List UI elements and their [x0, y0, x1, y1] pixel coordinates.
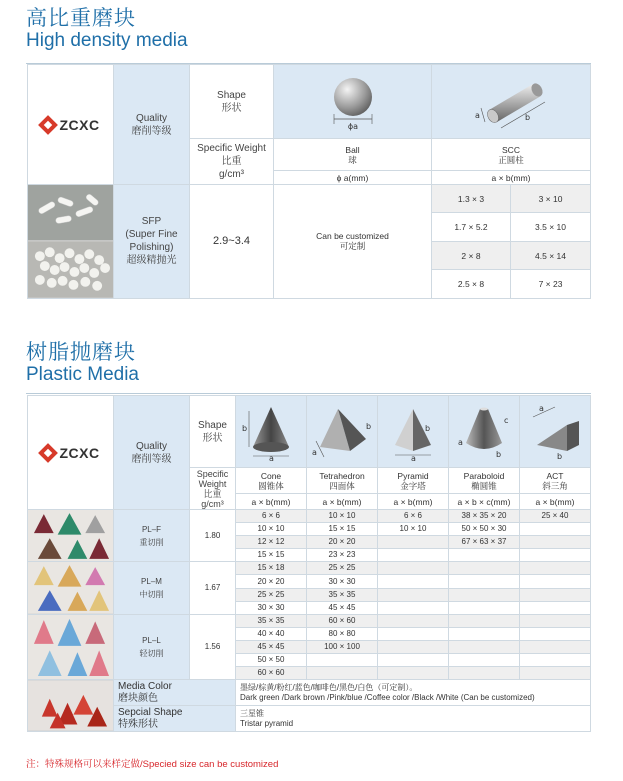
size-cell: 15 × 15: [307, 523, 378, 536]
size-cell: 20 × 20: [307, 536, 378, 549]
section2-title-cn: 树脂抛磨块: [26, 341, 136, 364]
grade-sfp: SFP (Super Fine Polishing) 超级精抛光: [114, 185, 190, 299]
ball-icon: [318, 70, 388, 132]
size-cell: [378, 627, 449, 640]
logo-cell: [28, 396, 114, 510]
size-rows: [28, 510, 591, 680]
diamond-logo-icon: [39, 115, 59, 135]
section2-title: [26, 342, 139, 386]
svg-text:a: a: [269, 453, 274, 461]
size-cell: 45 × 45: [307, 601, 378, 614]
section2-title-en: Plastic Media: [26, 364, 139, 385]
size-cell: [520, 614, 591, 627]
size-cell: 15 × 18: [236, 562, 307, 575]
scc-name: SCC 正圆柱: [432, 139, 591, 171]
paraboloid-shape-image: [449, 396, 520, 468]
weight-sfp: 2.9~3.4: [190, 185, 274, 299]
size-cell: 12 × 12: [236, 536, 307, 549]
size-cell: [449, 640, 520, 653]
size-cell: [378, 666, 449, 679]
shape-dim: a × b(mm): [378, 494, 449, 510]
specific-weight-label: Specific Weight 比重 g/cm³: [190, 139, 274, 185]
size-cell: 67 × 63 × 37: [449, 536, 520, 549]
size-cell: [449, 562, 520, 575]
size-cell: [449, 601, 520, 614]
size-cell: [520, 562, 591, 575]
cone-media-photo: [28, 562, 113, 613]
size-cell: [378, 640, 449, 653]
section1-title-cn: 高比重磨块: [26, 7, 136, 30]
size-cell: 10 × 10: [236, 523, 307, 536]
svg-text:a: a: [539, 403, 544, 413]
footnote: 注：特殊规格可以来样定做/Specied size can be customized: [26, 759, 279, 770]
size-cell: [449, 653, 520, 666]
shape-name-cone: Cone 圆锥体: [236, 468, 307, 494]
size-cell: 80 × 80: [307, 627, 378, 640]
size-cell: [449, 627, 520, 640]
svg-text:b: b: [242, 423, 248, 433]
size-cell: 23 × 23: [307, 549, 378, 562]
ball-dim: ϕ a(mm): [274, 171, 432, 185]
media-color-value: 墨绿/棕黄/粉红/蓝色/咖啡色/黑色/白色（可定制）。 Dark green /Dark brown /Pink/blue /Coffee color /Black /White (Can be customized): [236, 680, 591, 706]
pyramid-shape-image: [378, 396, 449, 468]
red-pyramid-photo: [28, 681, 113, 730]
size-cell: [520, 588, 591, 601]
shape-dim: a × b(mm): [520, 494, 591, 510]
plastic-media-photo: [28, 562, 114, 614]
shape-dim: a × b(mm): [236, 494, 307, 510]
svg-text:b: b: [366, 421, 372, 431]
size-cell: [378, 536, 449, 549]
scc-size: 2.5 × 8: [432, 270, 511, 298]
size-cell: [307, 653, 378, 666]
scc-dim: a × b(mm): [432, 171, 591, 185]
size-cell: [520, 523, 591, 536]
svg-text:a: a: [458, 437, 463, 447]
colored-media-photo: [28, 680, 114, 732]
size-cell: 35 × 35: [307, 588, 378, 601]
shape-name-act: ACT 斜三角: [520, 468, 591, 494]
size-cell: [378, 653, 449, 666]
white-media-photo: [28, 185, 113, 298]
scc-size: 3.5 × 10: [511, 213, 591, 241]
size-cell: [378, 614, 449, 627]
size-cell: [378, 575, 449, 588]
size-cell: 30 × 30: [307, 575, 378, 588]
plastic-media-table: [27, 395, 591, 732]
plastic-media-photo: [28, 510, 114, 562]
paraboloid-icon: [452, 401, 516, 461]
scc-size: 3 × 10: [511, 185, 591, 213]
act-shape-image: [520, 396, 591, 468]
svg-text:ϕa: ϕa: [347, 121, 358, 131]
svg-text:b: b: [557, 451, 563, 461]
size-cell: 25 × 40: [520, 510, 591, 523]
sfp-photo: [28, 185, 114, 299]
section2-rule: [26, 393, 591, 394]
svg-text:a: a: [312, 447, 317, 457]
size-cell: 35 × 35: [236, 614, 307, 627]
size-cell: 38 × 35 × 20: [449, 510, 520, 523]
size-cell: 25 × 25: [236, 588, 307, 601]
high-density-table: [27, 64, 591, 299]
scc-size: 1.7 × 5.2: [432, 213, 511, 241]
special-shape-value: 三星锥 Tristar pyramid: [236, 706, 591, 732]
ball-custom-note: Can be customized 可定制: [274, 185, 432, 299]
grade-weight: 1.67: [190, 562, 236, 614]
scc-shape-image: [432, 65, 591, 139]
svg-text:c: c: [504, 415, 509, 425]
specific-weight-label: Specific Weight 比重 g/cm³: [190, 468, 236, 510]
size-cell: 50 × 50 × 30: [449, 523, 520, 536]
shape-label: Shape 形状: [190, 65, 274, 139]
size-cell: 6 × 6: [236, 510, 307, 523]
shape-dim: a × b × c(mm): [449, 494, 520, 510]
size-cell: 30 × 30: [236, 601, 307, 614]
svg-text:a: a: [411, 453, 416, 461]
grade-label: PL–L 轻切削: [114, 614, 190, 679]
zcxc-logo: ZCXC: [28, 446, 113, 460]
size-cell: 100 × 100: [307, 640, 378, 653]
size-cell: 40 × 40: [236, 627, 307, 640]
size-cell: [449, 666, 520, 679]
tetrahedron-shape-image: [307, 396, 378, 468]
size-cell: [520, 575, 591, 588]
size-cell: 45 × 45: [236, 640, 307, 653]
cone-shape-image: [236, 396, 307, 468]
size-cell: [520, 653, 591, 666]
ball-shape-image: [274, 65, 432, 139]
size-cell: 10 × 10: [307, 510, 378, 523]
zcxc-logo: ZCXC: [28, 118, 113, 132]
size-cell: 50 × 50: [236, 653, 307, 666]
ball-name: Ball 球: [274, 139, 432, 171]
size-cell: 20 × 20: [236, 575, 307, 588]
size-cell: [520, 536, 591, 549]
shape-name-pyramid: Pyramid 金字塔: [378, 468, 449, 494]
cone-media-photo: [28, 510, 113, 561]
pyramid-icon: [381, 401, 445, 461]
svg-text:a: a: [475, 110, 480, 120]
quality-label: Quality 磨削等级: [114, 396, 190, 510]
plastic-media-photo: [28, 614, 114, 679]
size-cell: [378, 601, 449, 614]
size-cell: [449, 549, 520, 562]
size-cell: 15 × 15: [236, 549, 307, 562]
scc-size: 2 × 8: [432, 241, 511, 269]
logo-cell: [28, 65, 114, 185]
special-shape-label: Sepcial Shape 特殊形状: [114, 706, 236, 732]
grade-label: PL–M 中切削: [114, 562, 190, 614]
size-cell: [378, 549, 449, 562]
size-cell: [520, 627, 591, 640]
cone-icon: [239, 401, 303, 461]
cylinder-icon: [461, 70, 561, 132]
size-cell: 60 × 60: [307, 614, 378, 627]
size-cell: [449, 575, 520, 588]
tetrahedron-icon: [310, 401, 374, 461]
svg-text:b: b: [525, 112, 531, 122]
size-cell: 60 × 60: [236, 666, 307, 679]
size-cell: 6 × 6: [378, 510, 449, 523]
svg-text:b: b: [425, 423, 431, 433]
shape-name-tetrahedron: Tetrahedron 四面体: [307, 468, 378, 494]
grade-weight: 1.56: [190, 614, 236, 679]
size-cell: [520, 640, 591, 653]
size-cell: [520, 666, 591, 679]
shape-label: Shape 形状: [190, 396, 236, 468]
svg-text:b: b: [496, 449, 502, 459]
section1-title: [26, 8, 188, 52]
size-cell: [449, 588, 520, 601]
size-cell: [520, 549, 591, 562]
size-cell: 10 × 10: [378, 523, 449, 536]
size-cell: [307, 666, 378, 679]
cone-media-photo: [28, 615, 113, 679]
scc-size: 1.3 × 3: [432, 185, 511, 213]
size-cell: [378, 588, 449, 601]
size-cell: [520, 601, 591, 614]
grade-weight: 1.80: [190, 510, 236, 562]
scc-size: 7 × 23: [511, 270, 591, 298]
shape-name-paraboloid: Paraboloid 椭圆锥: [449, 468, 520, 494]
size-cell: [378, 562, 449, 575]
scc-size: 4.5 × 14: [511, 241, 591, 269]
act-icon: [523, 401, 587, 461]
size-cell: [449, 614, 520, 627]
quality-label: Quality 磨削等级: [114, 65, 190, 185]
diamond-logo-icon: [39, 443, 59, 463]
shape-dim: a × b(mm): [307, 494, 378, 510]
size-cell: 25 × 25: [307, 562, 378, 575]
section1-title-en: High density media: [26, 30, 188, 51]
grade-label: PL–F 重切削: [114, 510, 190, 562]
media-color-label: Media Color 磨块颜色: [114, 680, 236, 706]
